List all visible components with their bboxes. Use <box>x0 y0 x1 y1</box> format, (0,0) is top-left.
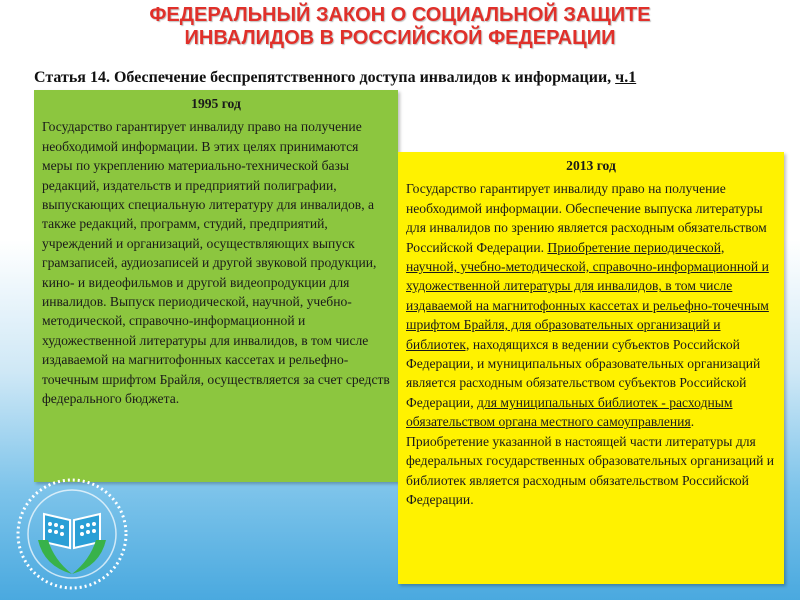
slide-title-line-2: ИНВАЛИДОВ В РОССИЙСКОЙ ФЕДЕРАЦИИ <box>184 27 616 49</box>
open-book-hands-logo-icon <box>14 476 130 592</box>
law-1995-text: Государство гарантирует инвалиду право на получение необходимой информации. В этих целях принимаются меры по укреплению материально-технической базы редакций, издательств и предприятий полиграфии, выпускающих специальную литературу для инвалидов, а также редакций, программ, студий, предприятий, учреждений и организаций, осуществляющих выпуск грамзаписей, аудиозаписей и другой звуковой продукции, кино- и видеофильмов и другой видеопродукции для инвалидов. Выпуск периодической, научной, учебно-методической, справочно-информационной и художественной литературы для инвалидов, в том числе издаваемой на магнитофонных кассетах и рельефно-точечным шрифтом Брайля, осуществляется за счет средств федерального бюджета. <box>42 119 390 407</box>
law-2013-text <box>406 179 776 509</box>
law-1995-heading: 1995 год <box>191 96 241 111</box>
article-subtitle-part: ч.1 <box>615 69 637 86</box>
law-2013-text-part-1: Государство гарантирует инвалиду право на получение необходимой информации. Обеспечение выпуска литературы для инвалидов по зрению является расходным обязательством Российской Федерации. <box>406 181 767 255</box>
article-subtitle-main: Статья 14. Обеспечение беспрепятственного доступа инвалидов к информации, <box>34 69 616 86</box>
law-2013-text-part-3: . Приобретение указанной в настоящей части литературы для федеральных государственных образовательных организаций и библиотек является расходным обязательством Российской Федерации. <box>406 414 775 507</box>
law-2013-underlined-part-1: Приобретение периодической, научной, учебно-методической, справочно-информационной и художественной литературы для инвалидов, в том числе издаваемой на магнитофонных кассетах и рельефно-точечным шрифтом Брайля, для образовательных организаций и библиотек, <box>406 239 769 352</box>
law-2013-underlined-part-2: для муниципальных библиотек - расходным обязательством органа местного самоуправления <box>406 394 733 430</box>
article-subtitle <box>34 68 794 88</box>
slide-title-line-1: ФЕДЕРАЛЬНЫЙ ЗАКОН О СОЦИАЛЬНОЙ ЗАЩИТЕ <box>149 4 651 26</box>
slide-title <box>0 4 800 50</box>
law-2013-heading: 2013 год <box>566 158 616 173</box>
law-1995-box <box>34 90 398 482</box>
law-2013-box <box>398 152 784 584</box>
law-2013-text-part-2: находящихся в ведении субъектов Российской Федерации, и муниципальных образовательных организаций является расходным обязательством субъектов Российской Федерации, <box>406 336 761 410</box>
